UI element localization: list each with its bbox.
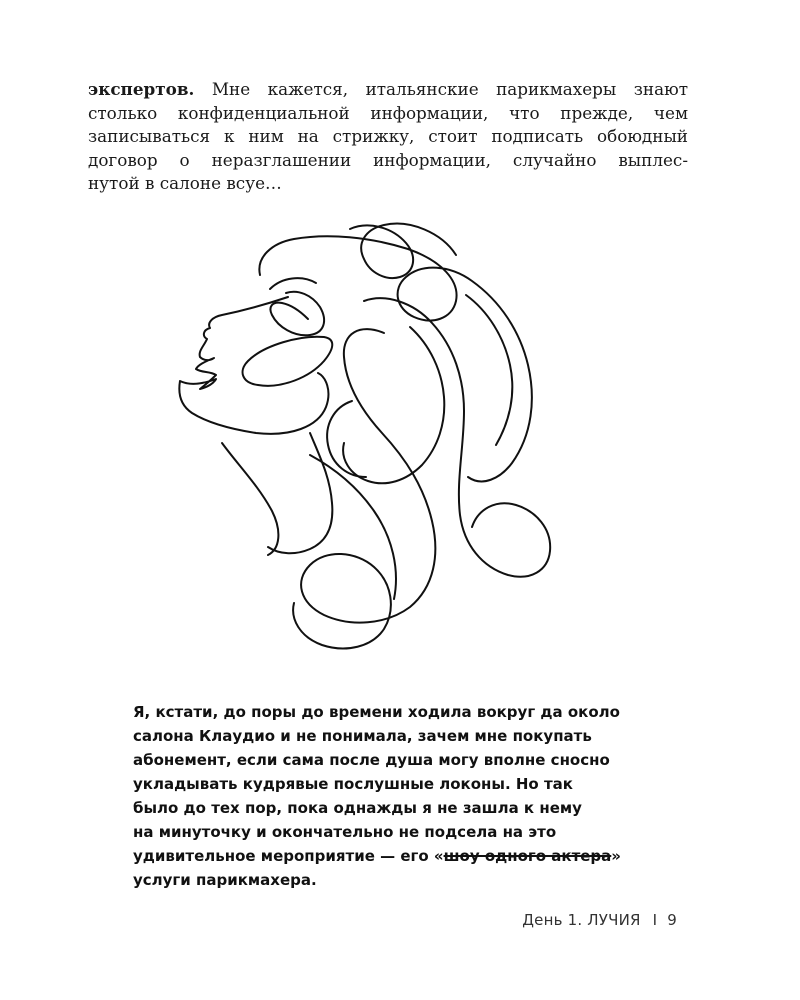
aside-line-2: салона Клаудио и не понимала, зачем мне покупать — [133, 727, 592, 745]
intro-line-4: договор о неразглашении информации, случайно выплес- — [88, 149, 688, 170]
hair-swirl-line-4 — [466, 295, 512, 445]
aside-line-7-before: удивительное мероприятие — его « — [133, 847, 444, 865]
page-number: 9 — [667, 911, 677, 929]
aside-line-7-after: » — [611, 847, 621, 865]
intro-paragraph — [88, 78, 688, 196]
hair-top-line — [259, 236, 531, 481]
strikethrough-text: шоу одного актера — [443, 847, 612, 865]
aside-line-1: Я, кстати, до поры до времени ходила вокруг да около — [133, 703, 620, 721]
footer-separator: I — [652, 911, 658, 929]
intro-line-3: записываться к ним на стрижку, стоит подписать обоюдный — [88, 126, 688, 146]
intro-line-5: нутой в салоне всуе… — [88, 173, 282, 193]
intro-line-1-rest: Мне кажется, итальянские парикмахеры знают — [194, 79, 688, 99]
aside-paragraph — [133, 700, 633, 892]
intro-line-1 — [88, 78, 688, 102]
aside-line-4: укладывать кудрявые послушные локоны. Но так — [133, 775, 573, 793]
woman-face-line-art-icon — [160, 215, 580, 655]
aside-line-3: абонемент, если сама после душа могу вполне сносно — [133, 751, 610, 769]
hair-loop-line — [350, 224, 456, 278]
eye-line — [270, 292, 324, 335]
aside-line-6: на минуточку и окончательно не подсела на это — [133, 823, 557, 841]
hair-swirl-line-3 — [343, 327, 444, 483]
chapter-title: День 1. ЛУЧИЯ — [522, 911, 641, 929]
page-footer — [522, 911, 677, 929]
hair-swirl-line-2 — [364, 298, 550, 576]
hair-swirl-line-1 — [293, 329, 435, 648]
aside-line-7 — [133, 844, 633, 868]
eyebrow-line — [270, 278, 316, 289]
cheek-loop-line — [243, 337, 333, 386]
intro-line-2: столько конфиденциальной информации, что прежде, чем — [88, 102, 688, 123]
aside-line-5: было до тех пор, пока однажды я не зашла к нему — [133, 799, 582, 817]
intro-lead-bold: экспертов. — [88, 79, 195, 99]
jaw-neck-line — [222, 443, 278, 555]
aside-line-8: услуги парикмахера. — [133, 871, 317, 889]
